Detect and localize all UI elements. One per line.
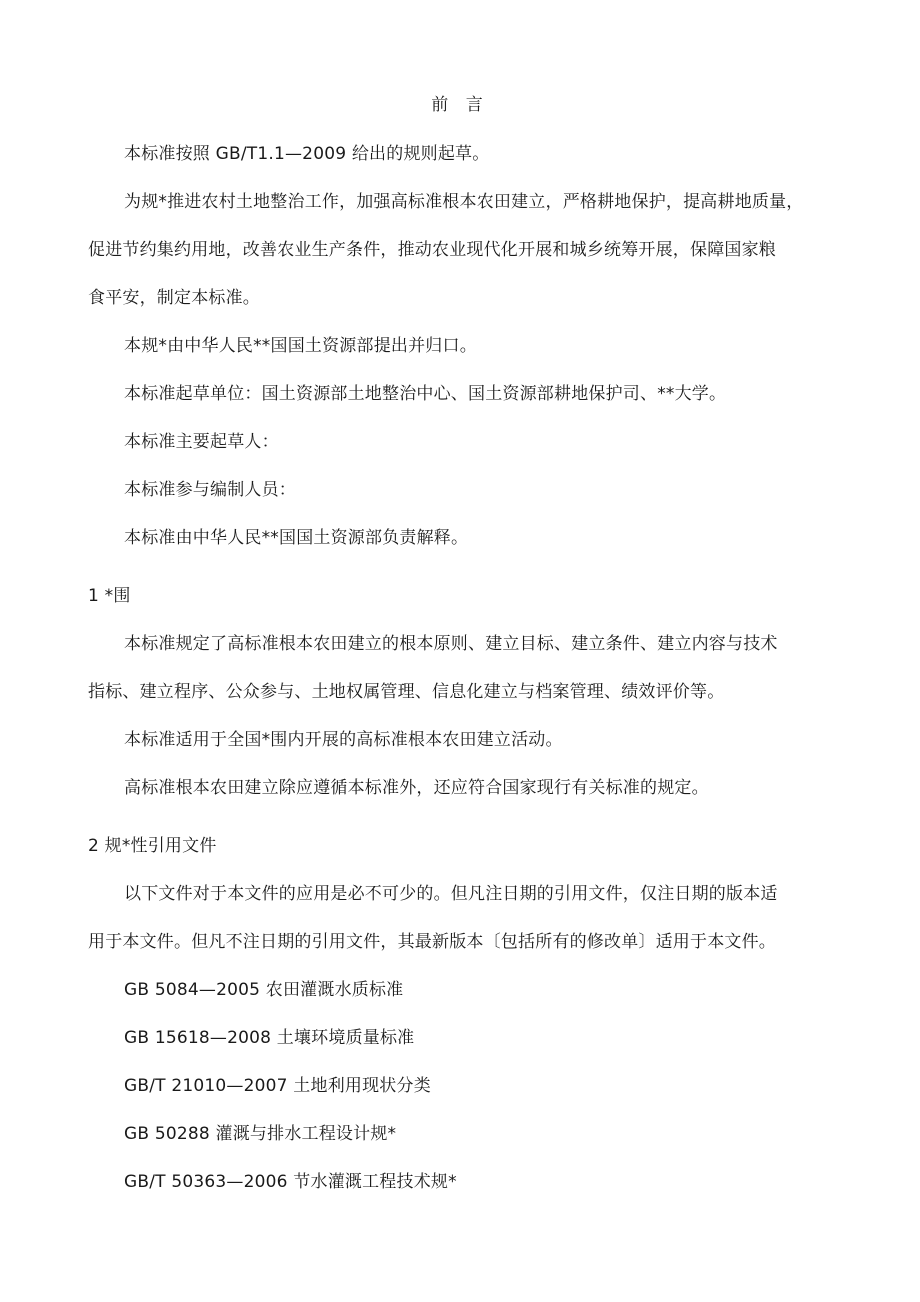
reference-item: GB/T 50363—2006 节水灌溉工程技术规* [124, 1172, 457, 1192]
reference-item: GB 50288 灌溉与排水工程设计规* [124, 1124, 397, 1144]
foreword-paragraph-purpose-line-1: 为规*推进农村土地整治工作，加强高标准根本农田建立，严格耕地保护，提高耕地质量， [124, 192, 804, 212]
section-2-intro-line-1: 以下文件对于本文件的应用是必不可少的。但凡注日期的引用文件，仅注日期的版本适 [124, 884, 778, 904]
section-1-scope-line-1: 本标准规定了高标准根本农田建立的根本原则、建立目标、建立条件、建立内容与技术 [124, 634, 778, 654]
foreword-paragraph-participants: 本标准参与编制人员： [124, 480, 296, 500]
section-2-intro-line-2: 用于本文件。但凡不注日期的引用文件，其最新版本〔包括所有的修改单〕适用于本文件。 [88, 932, 776, 952]
reference-item: GB/T 21010—2007 土地利用现状分类 [124, 1076, 431, 1096]
section-1-compliance: 高标准根本农田建立除应遵循本标准外，还应符合国家现行有关标准的规定。 [124, 778, 709, 798]
foreword-paragraph-main-drafters: 本标准主要起草人： [124, 432, 279, 452]
foreword-paragraph-drafting-units: 本标准起草单位：国土资源部土地整治中心、国土资源部耕地保护司、**大学。 [124, 384, 727, 404]
section-1-scope-line-2: 指标、建立程序、公众参与、土地权属管理、信息化建立与档案管理、绩效评价等。 [88, 682, 725, 702]
section-1-heading: 1 *围 [88, 586, 131, 606]
foreword-paragraph-interpretation: 本标准由中华人民**国国土资源部负责解释。 [124, 528, 469, 548]
section-1-applicability: 本标准适用于全国*围内开展的高标准根本农田建立活动。 [124, 730, 563, 750]
foreword-paragraph-proposer: 本规*由中华人民**国国土资源部提出并归口。 [124, 336, 477, 356]
reference-item: GB 5084—2005 农田灌溉水质标准 [124, 980, 404, 1000]
foreword-paragraph-drafting-rules: 本标准按照 GB/T1.1—2009 给出的规则起草。 [124, 144, 490, 164]
foreword-paragraph-purpose-line-2: 促进节约集约用地，改善农业生产条件，推动农业现代化开展和城乡统筹开展，保障国家粮 [88, 240, 776, 260]
section-2-heading: 2 规*性引用文件 [88, 836, 217, 856]
reference-item: GB 15618—2008 土壤环境质量标准 [124, 1028, 415, 1048]
page-title: 前 言 [431, 95, 489, 115]
foreword-paragraph-purpose-line-3: 食平安，制定本标准。 [88, 288, 260, 308]
